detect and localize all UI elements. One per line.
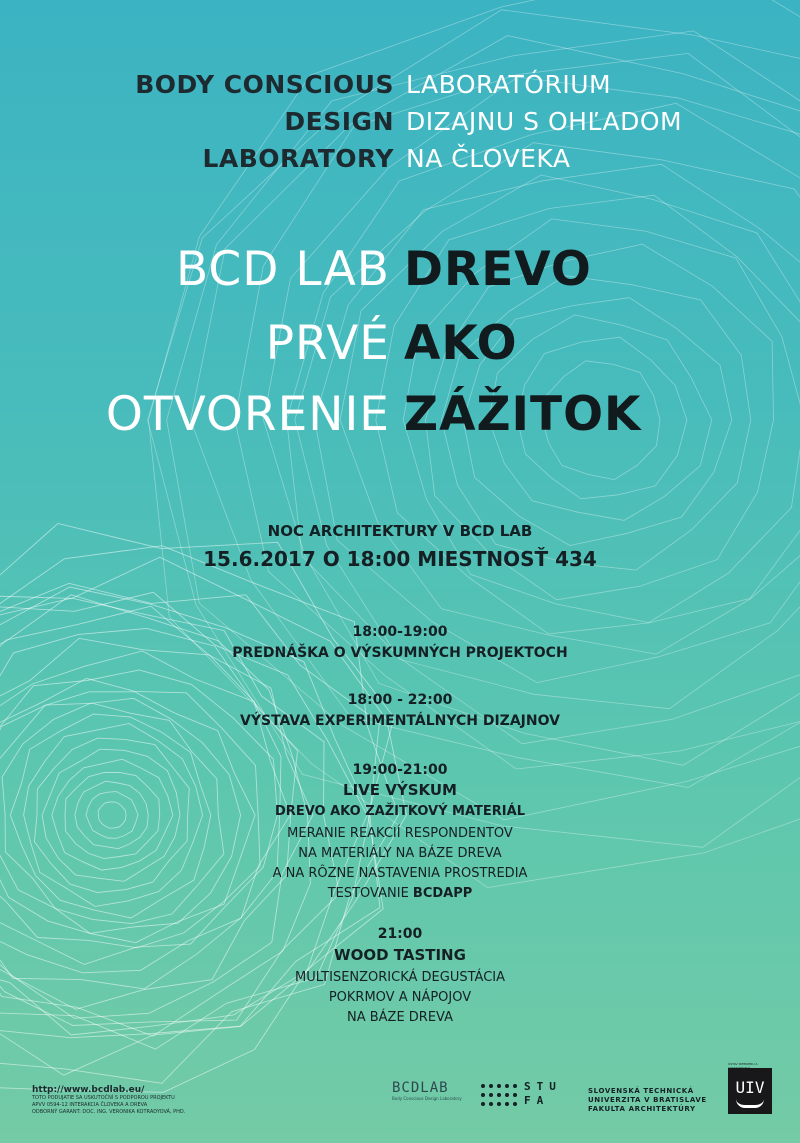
- event-datetime: 15.6.2017 O 18:00 MIESTNOSŤ 434: [203, 547, 597, 571]
- bcdlab-logo: [392, 1080, 462, 1101]
- program-line: POKRMOV A NÁPOJOV: [328, 990, 472, 1005]
- program-title: WOOD TASTING: [334, 946, 466, 964]
- program-line-prefix: TESTOVANIE: [327, 886, 413, 901]
- title-right: DREVO: [404, 242, 592, 297]
- stufa-line: STU: [524, 1080, 562, 1093]
- uiv-logo-text: UIV: [735, 1078, 765, 1097]
- bcdlab-logo-text: BCDLAB: [392, 1080, 449, 1096]
- title-left: PRVÉ: [265, 316, 390, 371]
- stufa-logo: [480, 1080, 562, 1114]
- uiv-tag: ÚSTAV INTERIÉRU A VÝSTAVNÍCTVA: [728, 1062, 758, 1070]
- fineprint-line: APVV 0594-12 INTERAKCIA ČLOVEKA A DREVA: [32, 1102, 148, 1108]
- program-time: 18:00 - 22:00: [347, 692, 453, 708]
- header-en-line: DESIGN: [284, 107, 394, 136]
- fineprint-line: TOTO PODUJATIE SA USKUTOČNÍ S PODPOROU PROJEKTU: [32, 1095, 175, 1101]
- program-time: 18:00-19:00: [352, 624, 448, 640]
- bcdapp-label: BCDAPP: [412, 886, 473, 901]
- website-link[interactable]: http://www.bcdlab.eu/: [32, 1085, 145, 1095]
- header-sk-line: DIZAJNU S OHĽADOM: [406, 107, 683, 136]
- stu-faculty-text: [588, 1087, 707, 1114]
- program-line: NA BÁZE DREVA: [346, 1010, 454, 1025]
- program-time: 21:00: [377, 926, 423, 942]
- program-line: DREVO AKO ZAŽITKOVÝ MATERIÁL: [275, 804, 525, 819]
- program-title: PREDNÁŠKA O VÝSKUMNÝCH PROJEKTOCH: [232, 645, 568, 661]
- stu-line: FAKULTA ARCHITEKTÚRY: [588, 1105, 696, 1113]
- bcdlab-tagline: Body Conscious Design Laboratory: [392, 1096, 462, 1101]
- fineprint-line: ODBORNÝ GARANT: DOC. ING. VERONIKA KOTRADYOVÁ, PHD.: [32, 1109, 186, 1115]
- header-sk-line: LABORATÓRIUM: [406, 70, 612, 99]
- title-right: ZÁŽITOK: [404, 387, 642, 442]
- program-line: A NA RÔZNE NASTAVENIA PROSTREDIA: [272, 866, 528, 881]
- program-title: LIVE VÝSKUM: [343, 781, 457, 799]
- title-left: BCD LAB: [175, 242, 390, 297]
- uiv-mustache-mark: [736, 1099, 764, 1108]
- title-left: OTVORENIE: [105, 387, 390, 442]
- program-line: MERANIE REAKCIÍ RESPONDENTOV: [287, 826, 513, 841]
- program-title: VÝSTAVA EXPERIMENTÁLNYCH DIZAJNOV: [240, 713, 560, 729]
- program-time: 19:00-21:00: [352, 762, 448, 778]
- program-line: [0, 886, 800, 901]
- stufa-dots-icon: [480, 1082, 520, 1110]
- footer-info: [32, 1085, 222, 1116]
- stu-line: UNIVERZITA V BRATISLAVE: [588, 1096, 707, 1104]
- header-en-line: BODY CONSCIOUS: [135, 70, 394, 99]
- program-line: MULTISENZORICKÁ DEGUSTÁCIA: [294, 970, 506, 985]
- stufa-line: FA: [524, 1094, 550, 1107]
- header-en-line: LABORATORY: [202, 144, 394, 173]
- event-subtitle: NOC ARCHITEKTURY V BCD LAB: [267, 522, 533, 540]
- stufa-logo-text: [524, 1080, 564, 1108]
- title-right: AKO: [404, 316, 518, 371]
- uiv-logo: [728, 1062, 772, 1114]
- program-line: NA MATERIÁLY NA BÁZE DREVA: [298, 846, 502, 861]
- header-sk-line: NA ČLOVEKA: [406, 144, 571, 173]
- stu-line: SLOVENSKÁ TECHNICKÁ: [588, 1087, 694, 1095]
